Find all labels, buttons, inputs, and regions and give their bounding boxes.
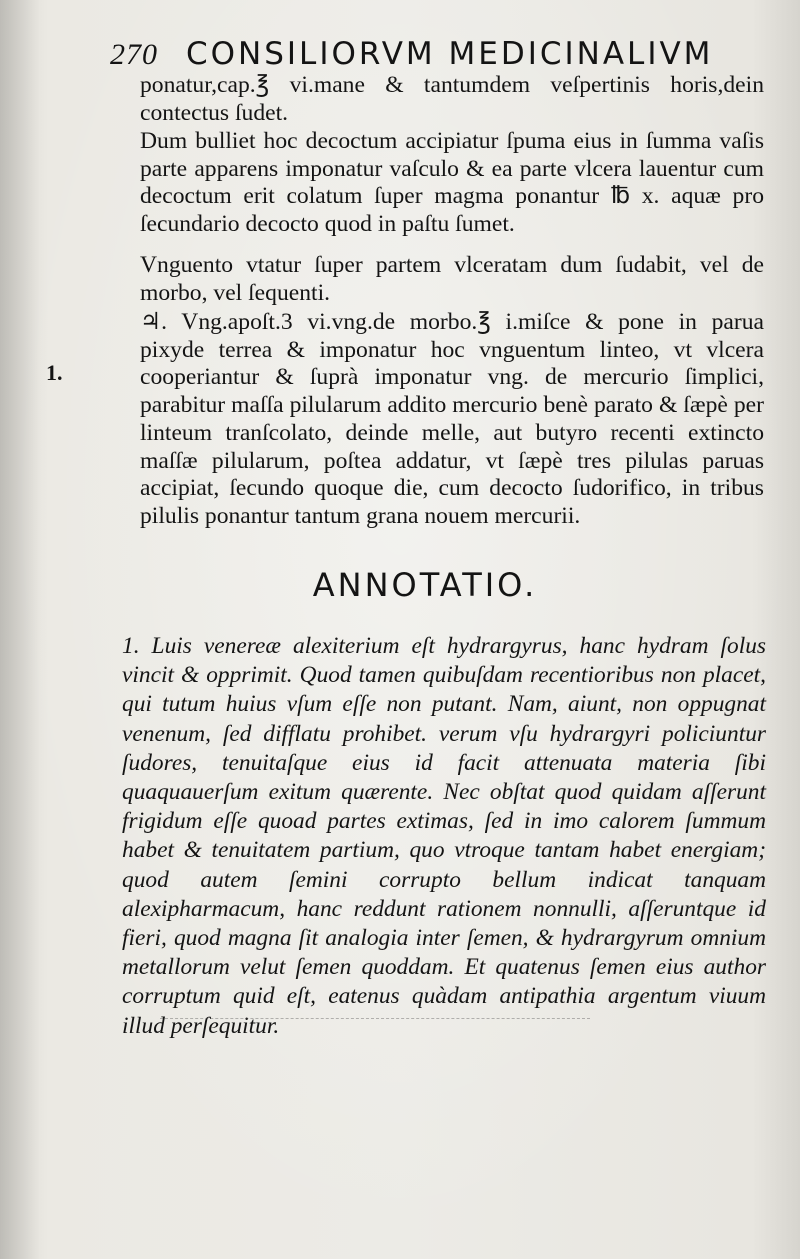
paragraph-1: ponatur,cap.℥ vi.mane & tantumdem veſpertinis horis,dein contectus ſudet. bbox=[140, 72, 764, 126]
running-head bbox=[110, 36, 730, 72]
margin-note-number: 1. bbox=[46, 360, 63, 385]
page-gutter-shadow bbox=[0, 0, 40, 1259]
running-title: CONSILIORVM MEDICINALIVM bbox=[186, 36, 714, 72]
page-number: 270 bbox=[110, 38, 158, 71]
annotation-text: 1. Luis venereæ alexiterium eſt hydrargyrus, hanc hydram ſolus vincit & opprimit. Quod tamen quibuſdam recentioribus non placet, qui tutum huius vſum eſſe non putant. Nam, aiunt, non oppugnat venenum, ſed difflatu prohibet. verum vſu hydrargyri policiuntur ſudores, tenuitaſque eius id facit attenuata materia ſibi quaquauerſum exitum quærente. Nec obſtat quod quidam aſſerunt frigidum eſſe quoad partes extimas, ſed in imo calorem ſummum habet & tenuitatem partium, quo vtroque tantam habet energiam; quod autem ſemini corrupto bellum indicat tanquam alexipharmacum, hanc reddunt rationem nonnulli, aſſeruntque id fieri, quod magna ſit analogia inter ſemen, & hydrargyrum omnium metallorum velut ſemen quoddam. Et quatenus ſemen eius author corruptum quid eſt, eatenus quàdam antipathia argentum viuum illud perſequitur. bbox=[122, 633, 766, 1039]
section-divider bbox=[160, 1018, 590, 1019]
paragraph-2: Dum bulliet hoc decoctum accipiatur ſpuma eius in ſumma vaſis parte apparens imponatur vaſculo & ea parte vlcera lauentur cum decoctum erit colatum ſuper magma ponantur ℔ x. aquæ pro ſecundario decocto quod in paſtu ſumet. bbox=[140, 128, 764, 238]
annotation-heading: ANNOTATIO. bbox=[312, 566, 538, 604]
paragraph-3: Vnguento vtatur ſuper partem vlceratam dum ſudabit, vel de morbo, vel ſequenti. bbox=[140, 252, 764, 306]
paragraph-4: ♃. Vng.apoſt.3 vi.vng.de morbo.℥ i.miſce & pone in parua pixyde terrea & imponatur hoc vnguentum linteo, vt vlcera cooperiantur & ſuprà imponatur vng. de mercurio ſimplici, parabitur maſſa pilularum addito mercurio benè parato & ſæpè per linteum tranſcolato, deinde melle, aut butyro recenti extincto maſſæ pilularum, poſtea addatur, vt ſæpè tres pilulas paruas accipiat, ſecundo quoque die, cum decocto ſudorifico, in tribus pilulis ponantur tantum grana nouem mercurii. bbox=[140, 309, 764, 529]
